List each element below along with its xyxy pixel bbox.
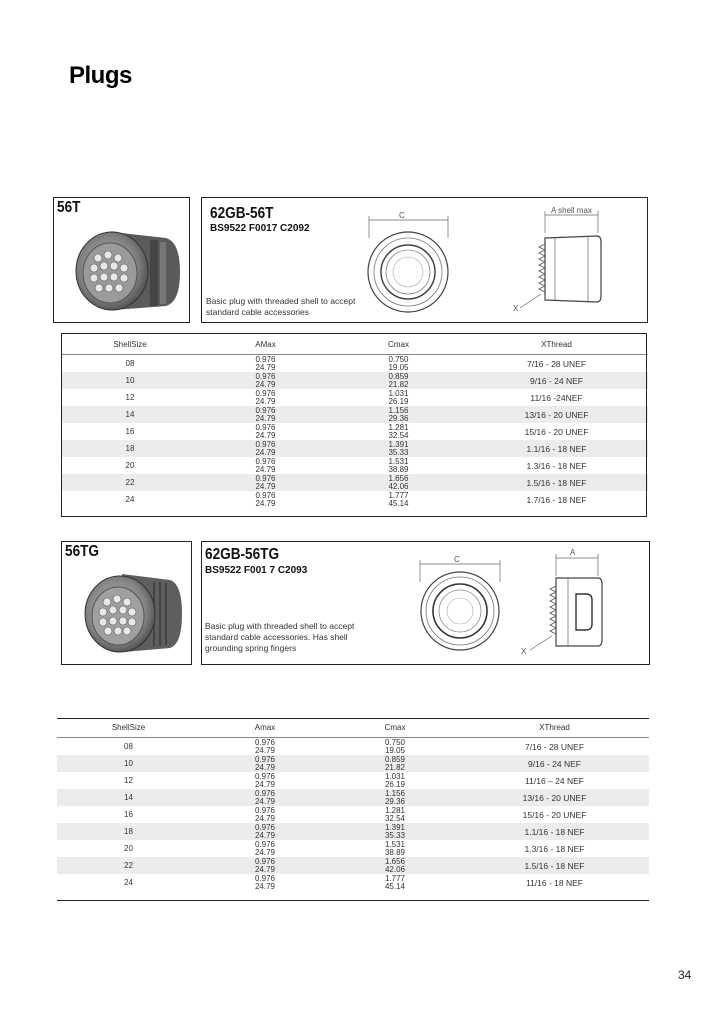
part-description: Basic plug with threaded shell to accept standard cable accessories xyxy=(206,296,356,317)
part-title: 62GB-56TG xyxy=(205,546,280,563)
dimension-c-label: C xyxy=(454,555,460,564)
part-description: Basic plug with threaded shell to accept standard cable accessories. Has shell grounding spring fingers xyxy=(205,621,355,653)
table-row: 18 0.976 24.79 1.391 35.33 1.1/16 - 18 NEF xyxy=(61,440,648,457)
header-a-max: Amax xyxy=(200,718,330,738)
table-row: 10 0.976 24.79 0.859 21.82 9/16 - 24 NEF xyxy=(57,755,649,772)
dimension-c-label: C xyxy=(399,211,405,220)
drawing-panel-56tg xyxy=(201,541,650,665)
header-shell-size: ShellSize xyxy=(57,718,200,738)
dimension-a-label: A xyxy=(570,548,576,557)
technical-drawing xyxy=(202,198,649,324)
table-row: 16 0.976 24.79 1.281 32.54 15/16 - 20 UNEF xyxy=(124,805,587,823)
part-title: 62GB-56T xyxy=(210,205,274,222)
connector-photo xyxy=(54,198,189,322)
dimension-x-label: X xyxy=(513,304,519,313)
header-shell-size: ShellSize xyxy=(61,335,199,355)
table-row: 20 0.976 24.79 1.531 38.89 1.3/16 - 18 NEF xyxy=(125,456,587,474)
page-title: Plugs xyxy=(69,62,132,89)
table-row: 12 0.976 24.79 1.031 26.19 11/16 – 24 NEF xyxy=(124,771,584,789)
part-specification: BS9522 F0017 C2092 xyxy=(210,223,310,234)
header-c-max: Cmax xyxy=(330,718,460,738)
table-row: 08 0.976 24.79 0.750 19.05 7/16 - 28 UNEF xyxy=(124,737,585,755)
header-x-thread: XThread xyxy=(460,718,649,738)
photo-label: 56TG xyxy=(65,543,100,560)
header-a-max: AMax xyxy=(199,335,332,355)
table-bottom-rule xyxy=(57,900,649,901)
table-row: 08 0.976 24.79 0.750 19.05 7/16 - 28 UNEF xyxy=(125,354,587,372)
table-row: 16 0.976 24.79 1.281 32.54 15/16 - 20 UNEF xyxy=(125,422,589,440)
part-specification: BS9522 F001 7 C2093 xyxy=(205,565,308,576)
drawing-panel-56t xyxy=(201,197,648,323)
table-row: 22 0.976 24.79 1.656 42.06 1.5/16 - 18 NEF xyxy=(61,474,648,491)
header-x-thread: XThread xyxy=(465,335,648,355)
dimensions-table-56tg xyxy=(57,718,649,891)
table-row: 22 0.976 24.79 1.656 42.06 1.5/16 - 18 NEF xyxy=(57,857,649,874)
table-row: 24 0.976 24.79 1.777 45.14 1.7/16 - 18 NEF xyxy=(125,490,587,508)
technical-drawing xyxy=(202,542,651,666)
table-row: 18 0.976 24.79 1.391 35.33 1.1/16 - 18 NEF xyxy=(57,823,649,840)
table-row: 20 0.976 24.79 1.531 38.89 1.3/16 - 18 NEF xyxy=(124,839,585,857)
dimensions-table-56t xyxy=(61,335,648,508)
dimension-a-label: A shell max xyxy=(551,206,592,215)
page-number: 34 xyxy=(678,968,692,982)
photo-label: 56T xyxy=(57,199,81,216)
table-row: 10 0.976 24.79 0.859 21.82 9/16 - 24 NEF xyxy=(61,372,648,389)
table-row: 12 0.976 24.79 1.031 26.19 11/16 -24NEF xyxy=(125,388,583,406)
table-top-rule xyxy=(57,718,649,719)
table-row: 14 0.976 24.79 1.156 29.36 13/16 - 20 UNEF xyxy=(61,406,648,423)
table-header-row xyxy=(57,718,649,738)
product-photo-panel-56t xyxy=(53,197,190,323)
dimension-x-label: X xyxy=(521,647,527,656)
table-row: 14 0.976 24.79 1.156 29.36 13/16 - 20 UNEF xyxy=(57,789,649,806)
product-photo-panel-56tg xyxy=(61,541,192,665)
table-header-row xyxy=(61,335,648,355)
connector-photo xyxy=(62,542,191,664)
header-c-max: Cmax xyxy=(332,335,465,355)
table-row: 24 0.976 24.79 1.777 45.14 11/16 - 18 NEF xyxy=(124,873,583,891)
